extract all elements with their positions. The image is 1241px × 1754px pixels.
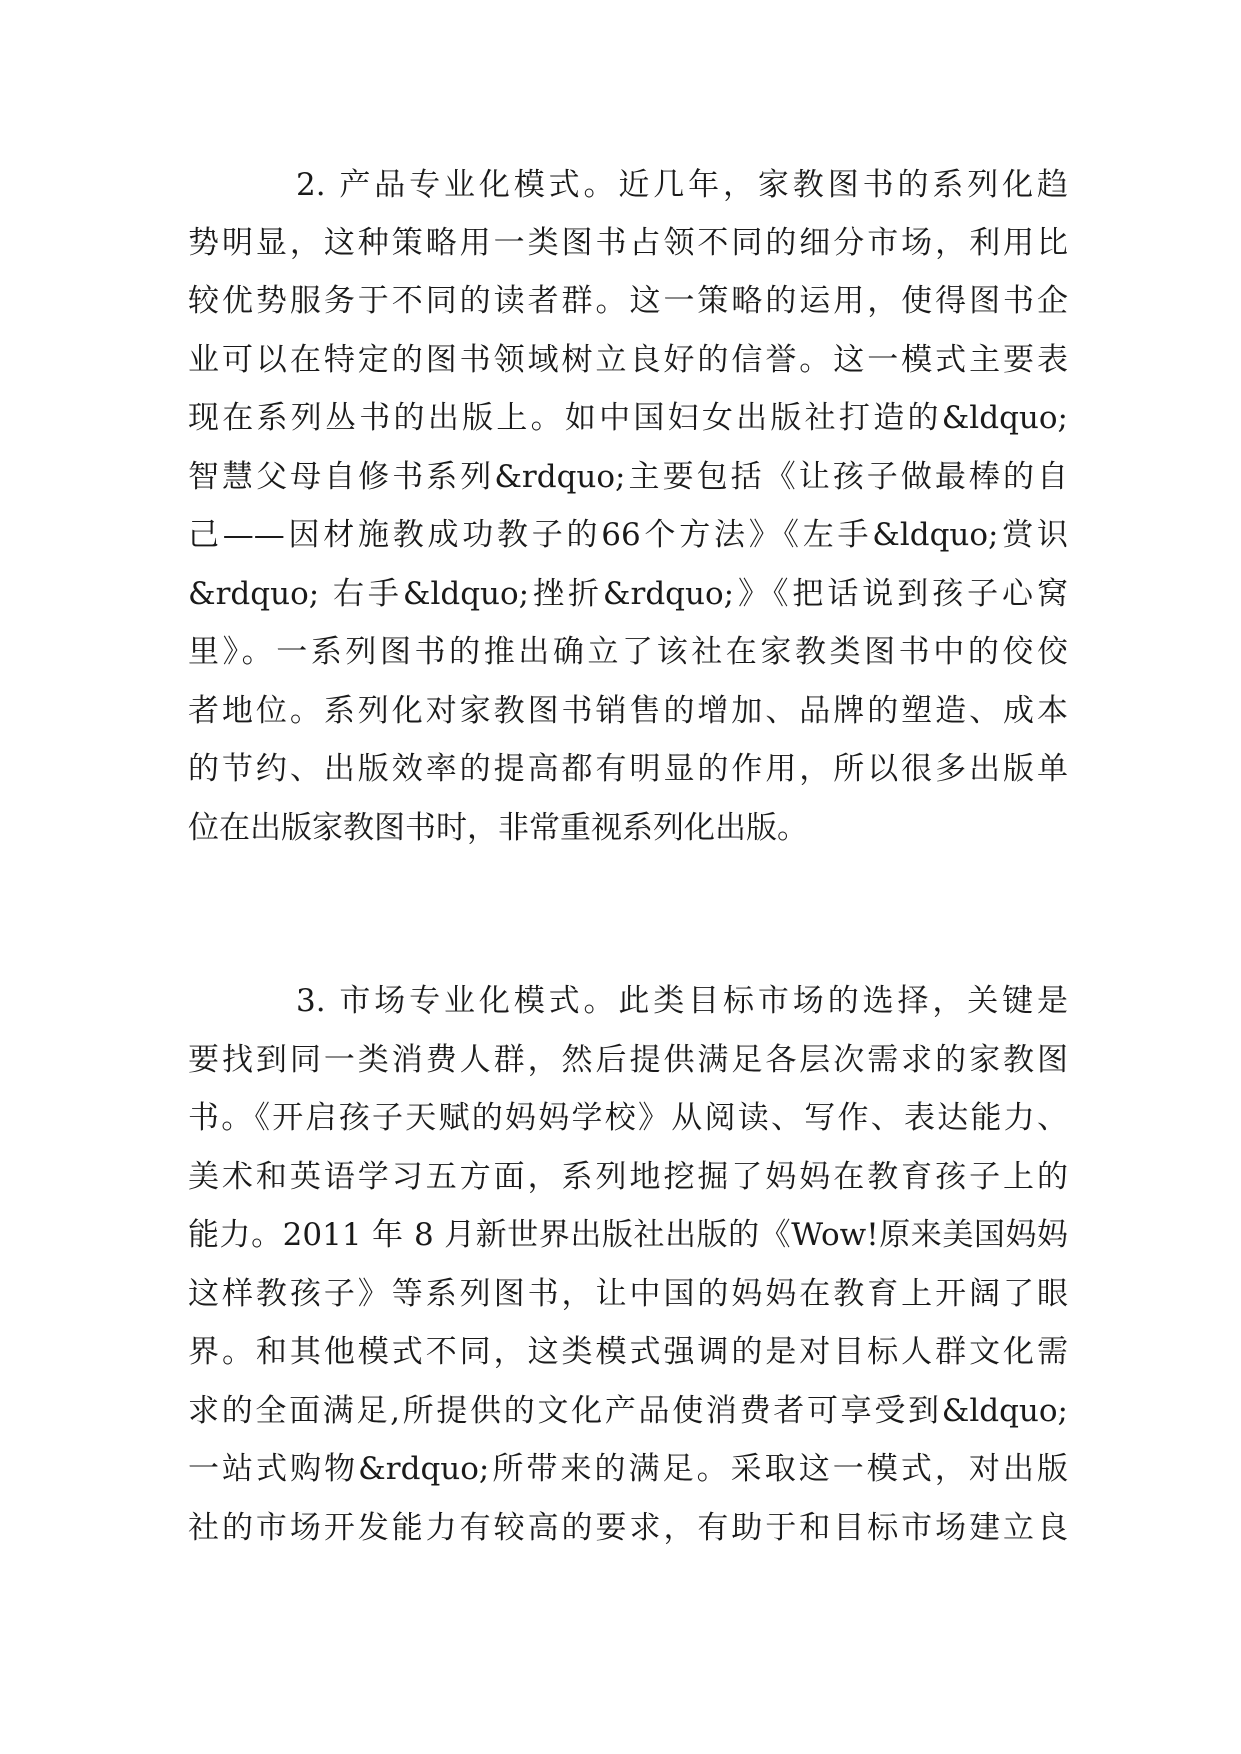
- text-line: 较优势服务于不同的读者群。这一策略的运用，使得图书企: [188, 283, 1068, 319]
- text-line: 位在出版家教图书时，非常重视系列化出版。: [188, 810, 808, 846]
- text-line: 社的市场开发能力有较高的要求，有助于和目标市场建立良: [188, 1510, 1068, 1546]
- text-line: 美术和英语学习五方面，系列地挖掘了妈妈在教育孩子上的: [188, 1159, 1068, 1195]
- text-line: 能力。2011 年 8 月新世界出版社出版的《Wow!原来美国妈妈: [188, 1217, 1068, 1253]
- text-line: 这样教孩子》等系列图书，让中国的妈妈在教育上开阔了眼: [188, 1276, 1068, 1312]
- text-line: 界。和其他模式不同，这类模式强调的是对目标人群文化需: [188, 1334, 1068, 1370]
- text-line: 3. 市场专业化模式。此类目标市场的选择，关键是: [296, 983, 1068, 1019]
- text-line: 2. 产品专业化模式。近几年，家教图书的系列化趋: [296, 167, 1068, 203]
- text-line: 要找到同一类消费人群，然后提供满足各层次需求的家教图: [188, 1042, 1068, 1078]
- text-line: 的节约、出版效率的提高都有明显的作用，所以很多出版单: [188, 751, 1068, 787]
- text-line: 者地位。系列化对家教图书销售的增加、品牌的塑造、成本: [188, 693, 1068, 729]
- text-line: 业可以在特定的图书领域树立良好的信誉。这一模式主要表: [188, 342, 1068, 378]
- text-line: &rdquo; 右手&ldquo;挫折&rdquo;》《把话说到孩子心窝: [188, 576, 1068, 612]
- text-line: 里》。一系列图书的推出确立了该社在家教类图书中的佼佼: [188, 634, 1068, 670]
- text-line: 书。《开启孩子天赋的妈妈学校》从阅读、写作、表达能力、: [188, 1100, 1068, 1136]
- text-line: 智慧父母自修书系列&rdquo;主要包括《让孩子做最棒的自: [188, 459, 1068, 495]
- text-line: 求的全面满足,所提供的文化产品使消费者可享受到&ldquo;: [188, 1393, 1068, 1429]
- text-line: 现在系列丛书的出版上。如中国妇女出版社打造的&ldquo;: [188, 400, 1068, 436]
- text-line: 一站式购物&rdquo;所带来的满足。采取这一模式，对出版: [188, 1451, 1068, 1487]
- text-line: 己——因材施教成功教子的66个方法》《左手&ldquo;赏识: [188, 517, 1068, 553]
- text-line: 势明显，这种策略用一类图书占领不同的细分市场，利用比: [188, 225, 1068, 261]
